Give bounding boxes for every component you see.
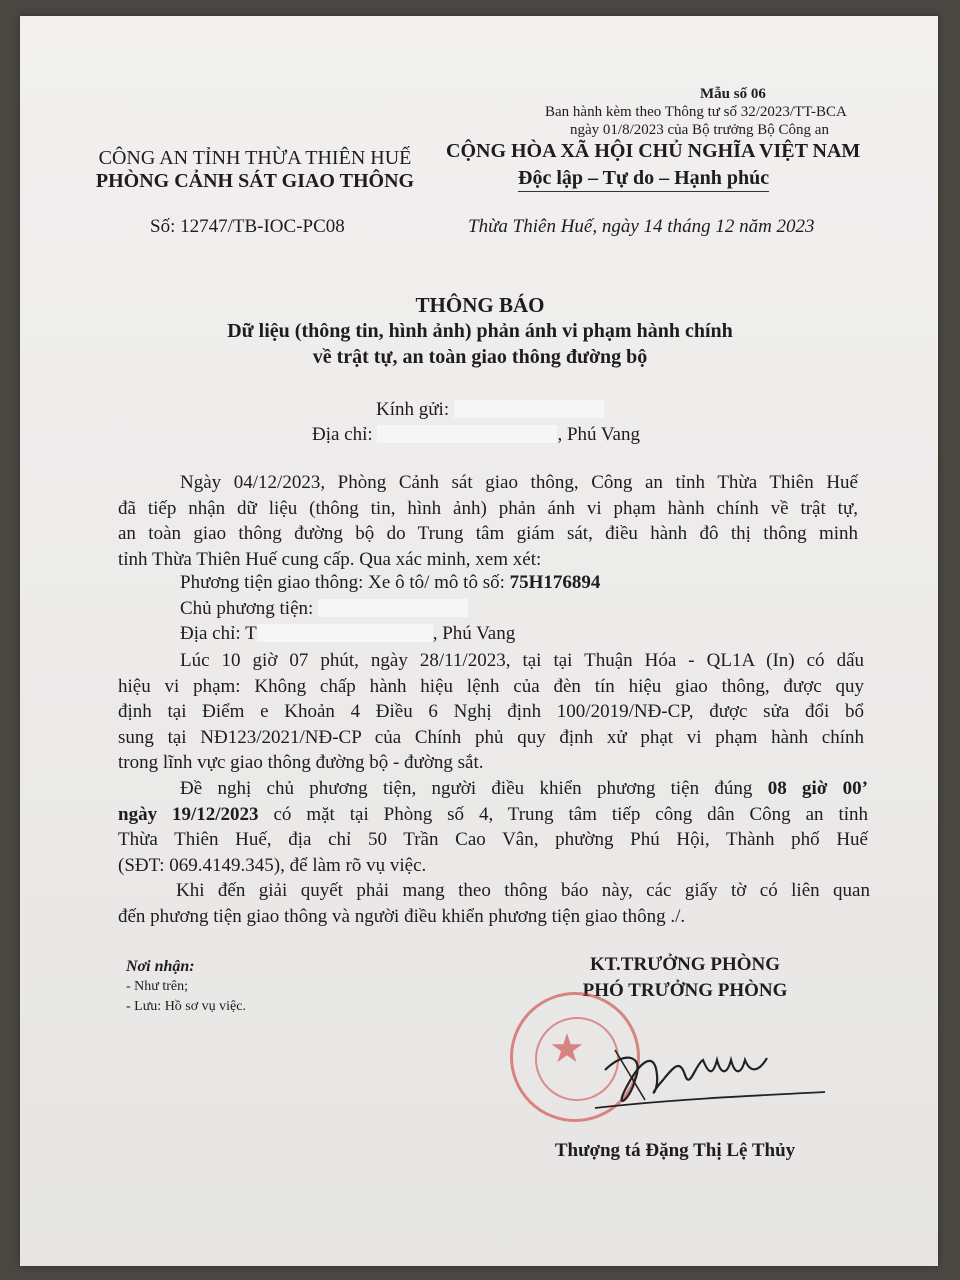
body-line: trong lĩnh vực giao thông đường bộ - đường sắt. — [118, 752, 484, 774]
form-number: Mẫu số 06 — [700, 86, 766, 102]
document-title: THÔNG BÁO — [415, 293, 545, 317]
body-line: sung tại NĐ123/2021/NĐ-CP của Chính phủ quy định xử phạt vi phạm hành chính — [118, 726, 864, 748]
recipients-item: - Như trên; — [126, 979, 189, 994]
signature-title-1: KT.TRƯỞNG PHÒNG — [590, 954, 780, 975]
body-paragraph-1 — [118, 470, 858, 572]
body-line: Khi đến giải quyết phải mang theo thông báo này, các giấy tờ có liên quan — [176, 880, 870, 901]
recipients-label: Nơi nhận: — [126, 958, 195, 975]
redacted-owner-name — [318, 599, 468, 617]
national-motto: Độc lập – Tự do – Hạnh phúc — [518, 167, 769, 192]
document-subtitle-2: về trật tự, an toàn giao thông đường bộ — [312, 346, 648, 368]
owner-line — [180, 598, 468, 620]
redacted-recipient-address — [377, 425, 557, 443]
appointment-date: ngày 19/12/2023 — [118, 803, 259, 825]
owner-label: Chủ phương tiện: — [180, 598, 314, 619]
agency-name: CÔNG AN TỈNH THỪA THIÊN HUẾ — [98, 147, 412, 169]
country-name: CỘNG HÒA XÃ HỘI CHỦ NGHĨA VIỆT NAM — [446, 140, 861, 162]
signer-name: Thượng tá Đặng Thị Lệ Thủy — [554, 1140, 796, 1161]
owner-address-label: Địa chỉ: T — [180, 623, 257, 644]
recipient-line — [376, 399, 604, 421]
owner-address-suffix: , Phú Vang — [432, 623, 516, 644]
recipient-address-label: Địa chỉ: — [312, 424, 373, 445]
request-paragraph — [118, 776, 868, 878]
recipients-item: - Lưu: Hồ sơ vụ việc. — [126, 999, 246, 1014]
body-line: tỉnh Thừa Thiên Huế cung cấp. Qua xác minh, xem xét: — [118, 548, 542, 570]
body-line: Ngày 04/12/2023, Phòng Cảnh sát giao thông, Công an tỉnh Thừa Thiên Huế — [180, 472, 858, 493]
department-name: PHÒNG CẢNH SÁT GIAO THÔNG — [95, 170, 415, 192]
body-line: an toàn giao thông đường bộ do Trung tâm giám sát, điều hành đô thị thông minh — [118, 523, 858, 545]
vehicle-label: Phương tiện giao thông: Xe ô tô/ mô tô số: — [180, 572, 510, 593]
body-line: hiệu vi phạm: Không chấp hành hiệu lệnh của đèn tín hiệu giao thông, được quy — [118, 675, 864, 697]
document-subtitle-1: Dữ liệu (thông tin, hình ảnh) phản ánh vi phạm hành chính — [227, 320, 733, 342]
vehicle-plate: 75H176894 — [509, 572, 601, 593]
issued-by-line-1: Ban hành kèm theo Thông tư số 32/2023/TT-BCA — [545, 104, 847, 120]
closing-paragraph — [118, 878, 870, 929]
handwritten-signature — [585, 1030, 835, 1120]
vehicle-line — [180, 572, 600, 594]
body-line: đến phương tiện giao thông và người điều khiển phương tiện giao thông ./. — [118, 905, 686, 927]
document-number: Số: 12747/TB-IOC-PC08 — [150, 216, 345, 237]
recipient-address-line — [312, 424, 640, 446]
signature-title-2: PHÓ TRƯỞNG PHÒNG — [582, 980, 788, 1001]
issued-by-line-2: ngày 01/8/2023 của Bộ trưởng Bộ Công an — [570, 122, 829, 138]
owner-address-line — [180, 623, 515, 645]
recipient-label: Kính gửi: — [376, 399, 450, 420]
official-seal-stamp: ★ — [510, 992, 640, 1122]
body-line: định tại Điểm e Khoản 4 Điều 6 Nghị định 100/2019/NĐ-CP, được sửa đổi bổ — [118, 701, 864, 723]
body-line: Lúc 10 giờ 07 phút, ngày 28/11/2023, tại tại Thuận Hóa - QL1A (In) có dấu — [180, 650, 864, 671]
body-line: Thừa Thiên Huế, địa chỉ 50 Trần Cao Vân, phường Phú Hội, Thành phố Huế — [118, 829, 868, 851]
appointment-time: 08 giờ 00’ — [767, 778, 868, 799]
body-line: ngày 19/12/2023 có mặt tại Phòng số 4, Trung tâm tiếp công dân Công an tỉnh — [118, 803, 868, 825]
redacted-recipient-name — [454, 400, 604, 418]
recipient-address-suffix: , Phú Vang — [557, 424, 640, 445]
redacted-owner-address — [257, 624, 433, 642]
violation-paragraph — [118, 648, 864, 776]
place-and-date: Thừa Thiên Huế, ngày 14 tháng 12 năm 2023 — [468, 216, 815, 237]
body-line: đã tiếp nhận dữ liệu (thông tin, hình ảnh) phản ánh vi phạm hành chính về trật tự, — [118, 497, 858, 519]
body-line: Đề nghị chủ phương tiện, người điều khiển phương tiện đúng 08 giờ 00’ — [180, 778, 868, 799]
body-line: (SĐT: 069.4149.345), để làm rõ vụ việc. — [118, 854, 427, 876]
